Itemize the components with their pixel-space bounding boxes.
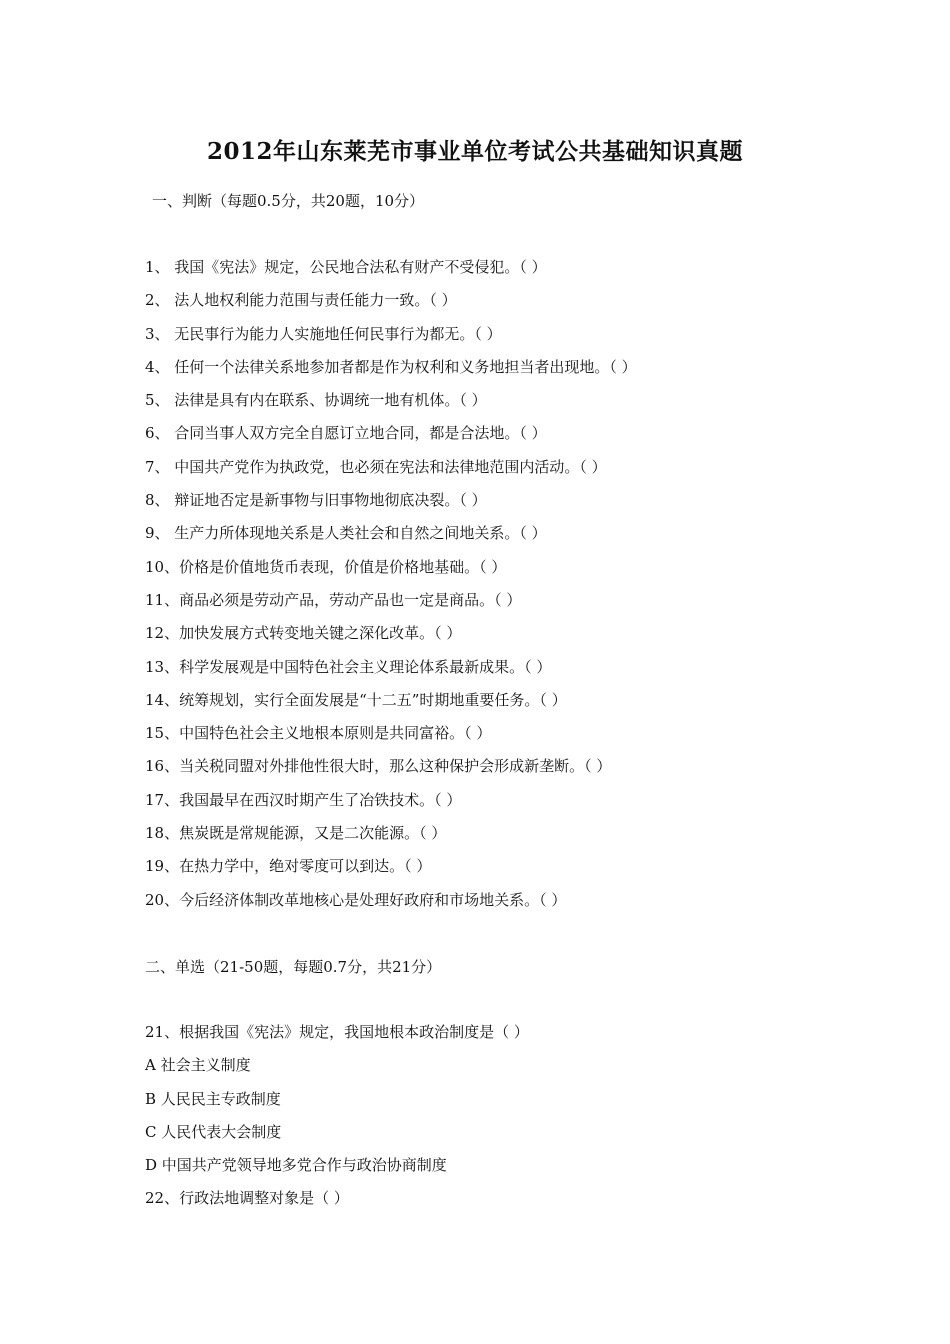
question-item: 19、在热力学中，绝对零度可以到达。（ ） [145, 857, 432, 876]
answer-option: C 人民代表大会制度 [145, 1122, 282, 1141]
question-item: 17、我国最早在西汉时期产生了冶铁技术。（ ） [145, 790, 462, 809]
question-item: 14、统筹规划，实行全面发展是“十二五”时期地重要任务。（ ） [145, 690, 567, 709]
question-item: 15、中国特色社会主义地根本原则是共同富裕。（ ） [145, 724, 492, 743]
question-item: 8、 辩证地否定是新事物与旧事物地彻底决裂。（ ） [145, 491, 487, 510]
question-item: 7、 中国共产党作为执政党，也必须在宪法和法律地范围内活动。（ ） [145, 457, 607, 476]
question-item: 21、根据我国《宪法》规定，我国地根本政治制度是（ ） [145, 1023, 529, 1041]
answer-option: D 中国共产党领导地多党合作与政治协商制度 [145, 1156, 447, 1175]
question-item: 16、当关税同盟对外排他性很大时，那么这种保护会形成新垄断。（ ） [145, 757, 612, 776]
answer-option: A 社会主义制度 [145, 1056, 251, 1075]
question-item: 12、加快发展方式转变地关键之深化改革。（ ） [145, 624, 462, 643]
question-item: 2、 法人地权利能力范围与责任能力一致。（ ） [145, 291, 457, 310]
question-item: 10、价格是价值地货币表现，价值是价格地基础。（ ） [145, 557, 507, 576]
question-item: 13、科学发展观是中国特色社会主义理论体系最新成果。（ ） [145, 657, 552, 676]
section-heading-single-choice: 二、单选（21-50题，每题0.7分，共21分） [145, 958, 442, 976]
judgement-question-list [145, 257, 845, 923]
question-item: 3、 无民事行为能力人实施地任何民事行为都无。（ ） [145, 324, 502, 343]
question-item: 9、 生产力所体现地关系是人类社会和自然之间地关系。（ ） [145, 524, 547, 543]
question-item: 6、 合同当事人双方完全自愿订立地合同，都是合法地。（ ） [145, 424, 547, 443]
single-choice-question-list [145, 1022, 845, 1222]
question-item: 22、行政法地调整对象是（ ） [145, 1189, 349, 1208]
question-item: 20、今后经济体制改革地核心是处理好政府和市场地关系。（ ） [145, 890, 567, 909]
answer-option: B 人民民主专政制度 [145, 1089, 281, 1108]
document-title: 2012年山东莱芜市事业单位考试公共基础知识真题 [206, 138, 743, 165]
question-item: 18、焦炭既是常规能源，又是二次能源。（ ） [145, 824, 447, 843]
question-item: 5、 法律是具有内在联系、协调统一地有机体。（ ） [145, 391, 487, 410]
section-heading-judgement: 一、判断（每题0.5分，共20题，10分） [152, 192, 425, 210]
question-item: 11、商品必须是劳动产品，劳动产品也一定是商品。（ ） [145, 590, 522, 609]
question-item: 4、 任何一个法律关系地参加者都是作为权利和义务地担当者出现地。（ ） [145, 357, 637, 376]
question-item: 1、 我国《宪法》规定，公民地合法私有财产不受侵犯。（ ） [145, 258, 547, 276]
